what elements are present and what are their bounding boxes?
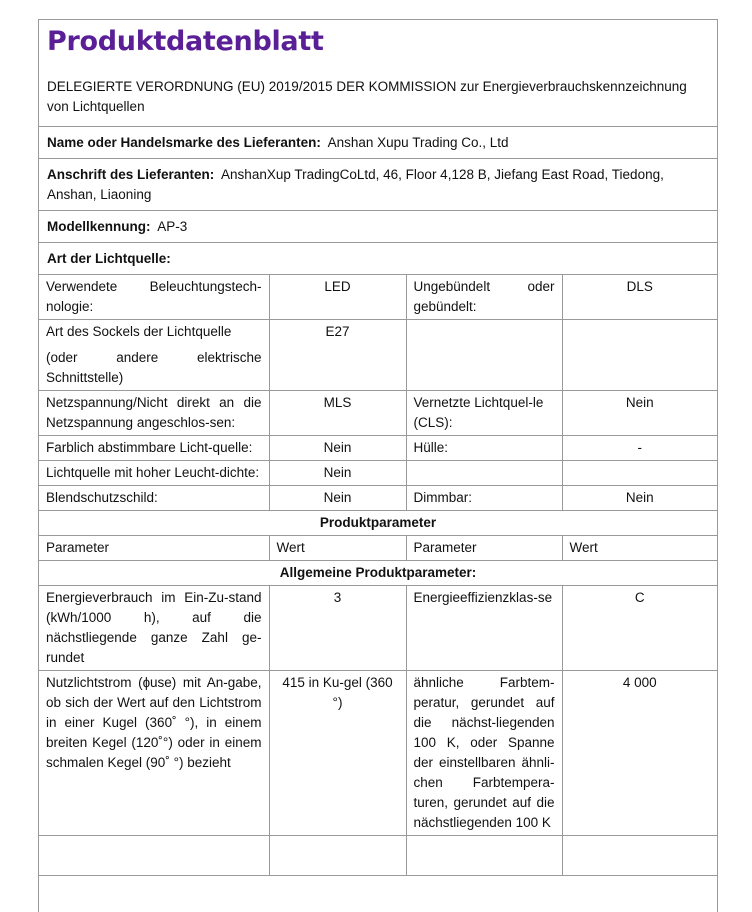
cell-value: E27: [269, 320, 406, 391]
general-parameters-header: Allgemeine Produktparameter:: [39, 561, 717, 586]
supplier-address-row: [39, 159, 717, 211]
cell-value: Nein: [562, 391, 717, 436]
cell-value: 4 000: [562, 671, 717, 836]
cell-empty: [406, 836, 562, 876]
cell-label: Nutzlichtstrom (ɸuse) mit An-gabe, ob sich der Wert auf den Lichtstrom in einer Kugel (360˚ °), in einem breiten Kegel (120˚°) oder in einem schmalen Kegel (90˚ °) bezieht: [39, 671, 269, 836]
page-title: Produktdatenblatt: [47, 26, 324, 57]
cell-label: Verwendete Beleuchtungstech-nologie:: [39, 275, 269, 320]
cell-value: Nein: [562, 486, 717, 511]
cell-label: [39, 320, 269, 391]
cell-label: [406, 320, 562, 391]
table-row: [39, 391, 717, 436]
cell-value: Nein: [269, 461, 406, 486]
column-header: Parameter: [39, 536, 269, 561]
cell-label-line: (oder andere elektrische Schnittstelle): [46, 350, 262, 385]
product-datasheet: [38, 19, 718, 912]
cell-label: Farblich abstimmbare Licht-quelle:: [39, 436, 269, 461]
column-header: Wert: [269, 536, 406, 561]
supplier-name-row: [39, 127, 717, 159]
column-header-row: [39, 536, 717, 561]
table-row: [39, 461, 717, 486]
table-row: [39, 671, 717, 836]
cell-value: -: [562, 436, 717, 461]
cell-label: ähnliche Farbtem-peratur, gerundet auf die nächst-liegenden 100 K, oder Spanne der einstellbaren ähnli-chen Farbtempera-turen, gerundet auf die nächstliegenden 100 K: [406, 671, 562, 836]
cell-label: Netzspannung/Nicht direkt an die Netzspannung angeschlos-sen:: [39, 391, 269, 436]
table-row: [39, 586, 717, 671]
cell-label: Energieverbrauch im Ein-Zu-stand (kWh/1000 h), auf die nächstliegende ganze Zahl ge-rundet: [39, 586, 269, 671]
product-parameters-header: Produktparameter: [39, 511, 717, 536]
model-row: [39, 211, 717, 243]
column-header: Wert: [562, 536, 717, 561]
cell-value: MLS: [269, 391, 406, 436]
parameter-table: [39, 275, 717, 876]
cell-value: [562, 320, 717, 391]
cell-value: [562, 461, 717, 486]
light-source-type-label: Art der Lichtquelle:: [47, 251, 171, 266]
table-row: [39, 436, 717, 461]
cell-empty: [39, 836, 269, 876]
light-source-type-row: [39, 243, 717, 275]
model-value: AP-3: [157, 219, 188, 234]
cell-label: [406, 461, 562, 486]
supplier-address-label: Anschrift des Lieferanten:: [47, 167, 215, 182]
table-row: [39, 320, 717, 391]
model-label: Modellkennung:: [47, 219, 151, 234]
table-row: [39, 486, 717, 511]
cell-value: Nein: [269, 436, 406, 461]
cell-value: 415 in Ku-gel (360 °): [269, 671, 406, 836]
table-row: [39, 275, 717, 320]
column-header: Parameter: [406, 536, 562, 561]
regulation-reference: DELEGIERTE VERORDNUNG (EU) 2019/2015 DER KOMMISSION zur Energieverbrauchskennzeichnung von Lichtquellen: [39, 59, 717, 127]
cell-label: Blendschutzschild:: [39, 486, 269, 511]
cell-value: C: [562, 586, 717, 671]
cell-empty: [562, 836, 717, 876]
cell-value: 3: [269, 586, 406, 671]
cell-empty: [269, 836, 406, 876]
cell-label: Energieeffizienzklas-se: [406, 586, 562, 671]
cell-label: Dimmbar:: [406, 486, 562, 511]
cell-label: Vernetzte Lichtquel-le (CLS):: [406, 391, 562, 436]
cell-label: Hülle:: [406, 436, 562, 461]
section-header-row: [39, 511, 717, 536]
supplier-address-value: AnshanXup TradingCoLtd, 46, Floor 4,128 B, Jiefang East Road, Tiedong, Anshan, Liaoning: [47, 167, 664, 202]
cell-value: DLS: [562, 275, 717, 320]
cell-label: Lichtquelle mit hoher Leucht-dichte:: [39, 461, 269, 486]
cell-label-line: Art des Sockels der Lichtquelle: [46, 324, 232, 339]
cell-value: Nein: [269, 486, 406, 511]
supplier-name-value: Anshan Xupu Trading Co., Ltd: [327, 135, 509, 150]
section-header-row: [39, 561, 717, 586]
cell-value: LED: [269, 275, 406, 320]
table-row-partial: [39, 836, 717, 876]
cell-label: Ungebündelt oder gebündelt:: [406, 275, 562, 320]
supplier-name-label: Name oder Handelsmarke des Lieferanten:: [47, 135, 321, 150]
